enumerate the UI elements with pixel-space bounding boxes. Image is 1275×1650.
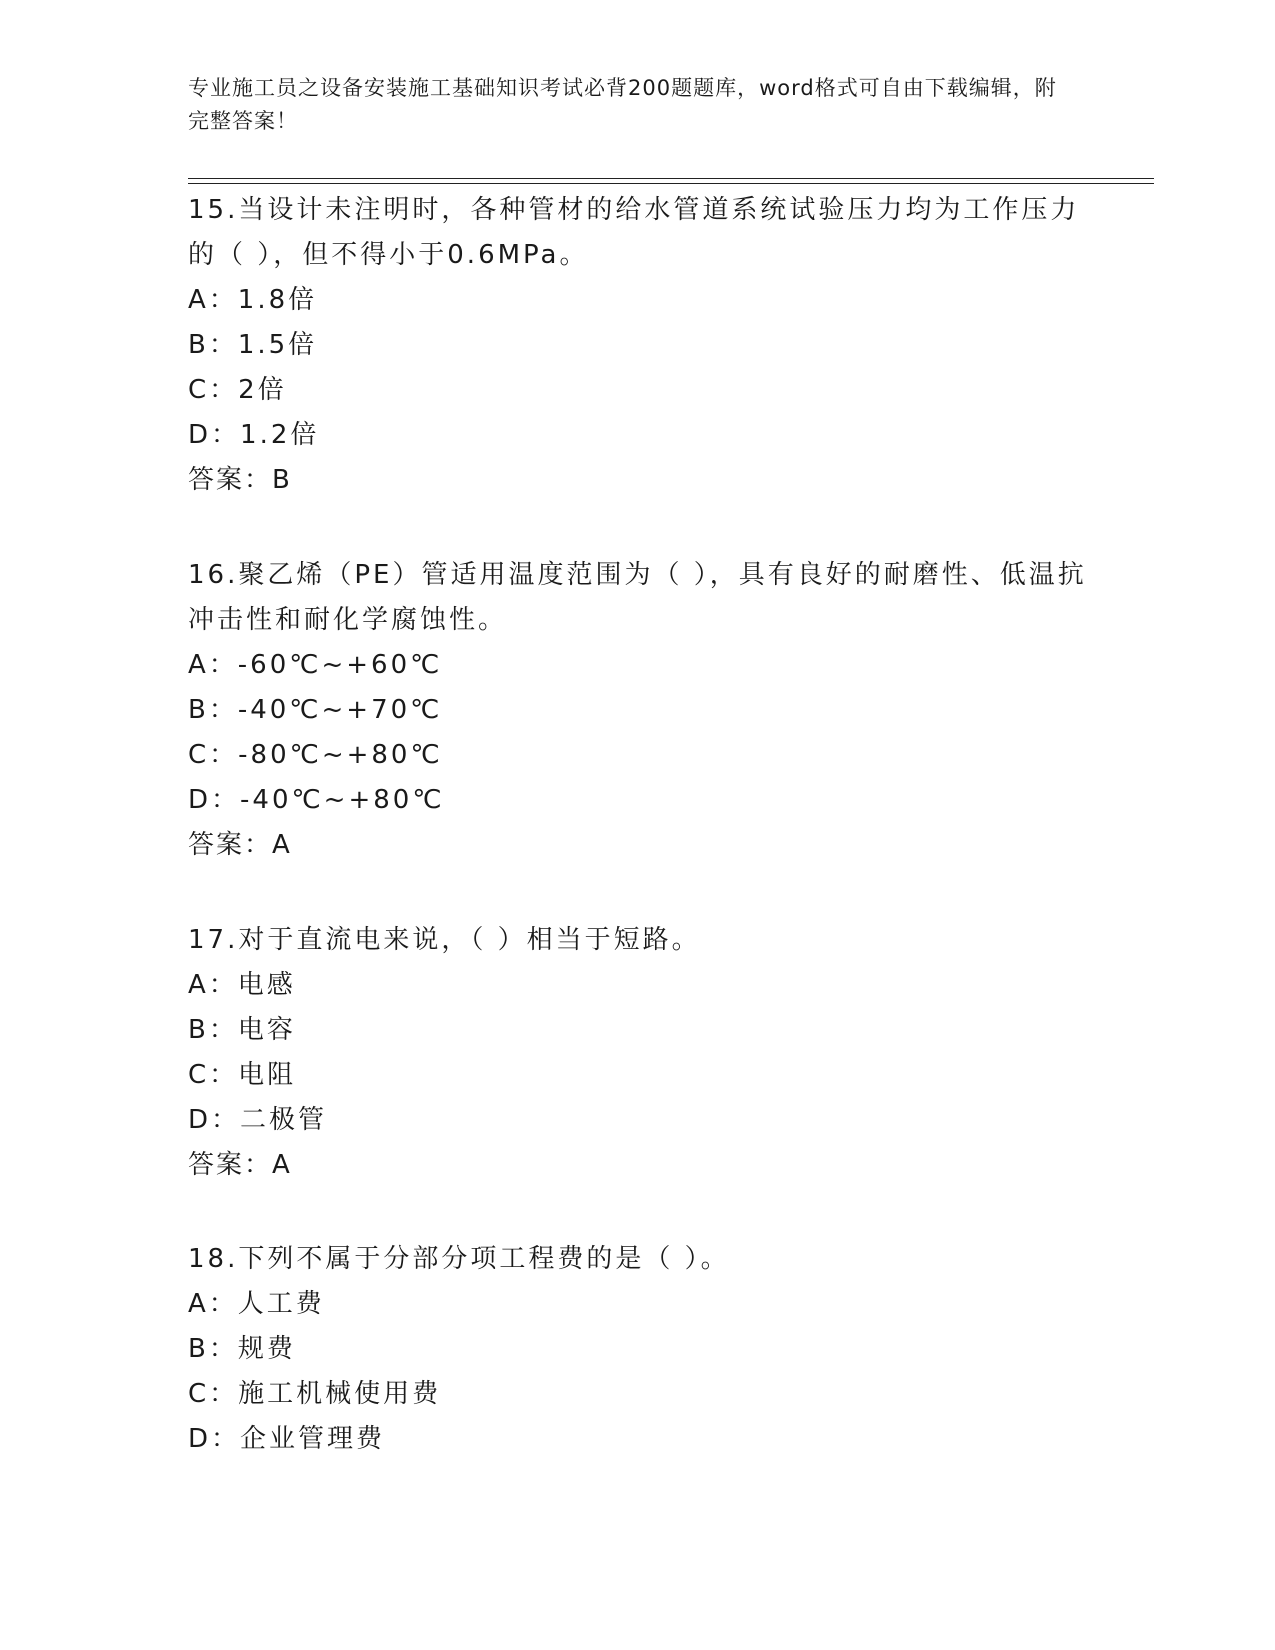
header-divider-bottom [188, 183, 1154, 184]
question-15 [188, 188, 1088, 503]
question-stem: 15.当设计未注明时，各种管材的给水管道系统试验压力均为工作压力的（ ），但不得小于0.6MPa。 [188, 195, 1080, 270]
option-a: A：人工费 [188, 1289, 325, 1319]
option-c: C：电阻 [188, 1060, 297, 1090]
option-b: B：-40℃~+70℃ [188, 695, 443, 725]
question-18 [188, 1237, 1088, 1462]
option-b: B：电容 [188, 1015, 296, 1045]
document-header: 专业施工员之设备安装施工基础知识考试必背200题题库，word格式可自由下载编辑，附完整答案！ [188, 76, 1057, 133]
option-d: D：1.2倍 [188, 420, 320, 450]
question-stem: 18.下列不属于分部分项工程费的是（ ）。 [188, 1244, 730, 1274]
option-a: A：电感 [188, 970, 296, 1000]
answer: 答案：A [188, 1150, 292, 1180]
option-c: C：施工机械使用费 [188, 1379, 442, 1409]
option-a: A：-60℃~+60℃ [188, 650, 443, 680]
option-d: D：二极管 [188, 1105, 328, 1135]
option-b: B：规费 [188, 1334, 296, 1364]
question-stem: 17.对于直流电来说，（ ）相当于短路。 [188, 925, 701, 955]
answer: 答案：A [188, 830, 292, 860]
answer: 答案：B [188, 465, 292, 495]
question-stem: 16.聚乙烯（PE）管适用温度范围为（ ），具有良好的耐磨性、低温抗冲击性和耐化学腐蚀性。 [188, 560, 1087, 635]
option-d: D：-40℃~+80℃ [188, 785, 445, 815]
question-17 [188, 918, 1088, 1188]
question-16 [188, 553, 1088, 868]
option-d: D：企业管理费 [188, 1424, 386, 1454]
option-b: B：1.5倍 [188, 330, 318, 360]
option-c: C：2倍 [188, 375, 287, 405]
header-divider-top [188, 178, 1154, 179]
option-c: C：-80℃~+80℃ [188, 740, 443, 770]
option-a: A：1.8倍 [188, 285, 318, 315]
